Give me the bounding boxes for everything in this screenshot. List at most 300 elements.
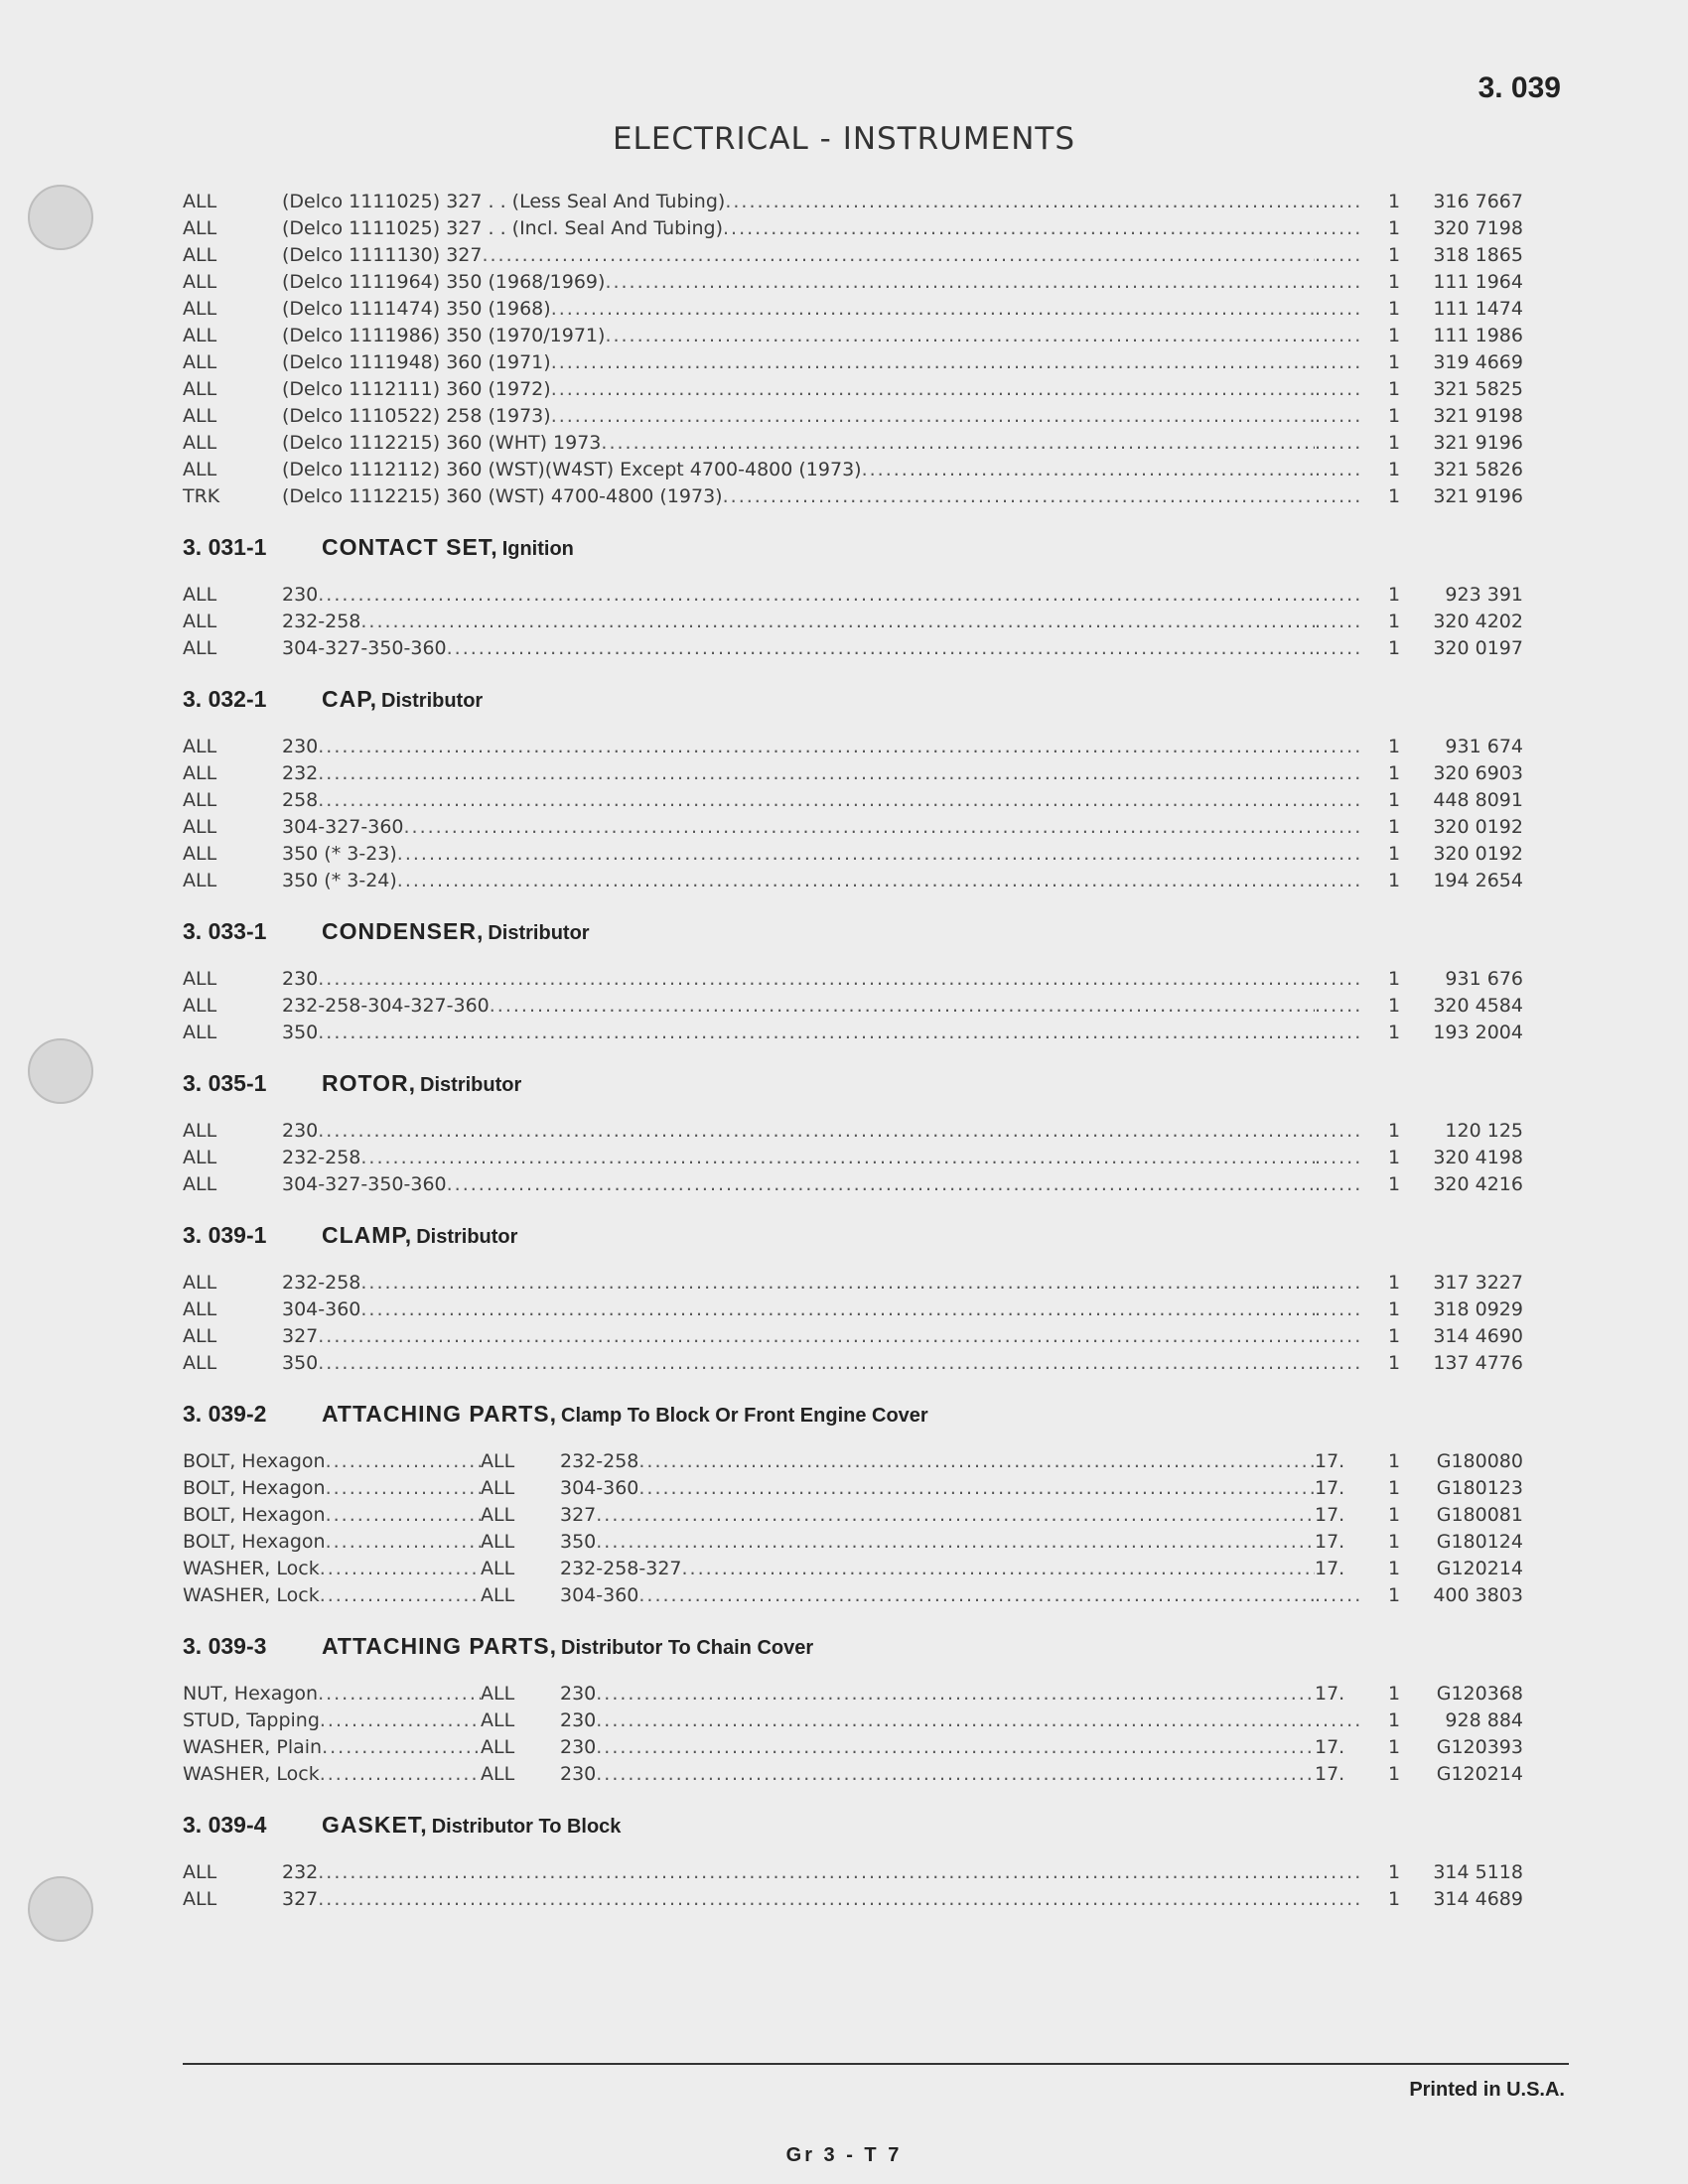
- dot-leader: [551, 298, 1315, 320]
- dot-leader: [605, 271, 1315, 293]
- part-description: [282, 351, 1315, 373]
- model-code: ALL: [183, 1861, 217, 1883]
- quantity: 1: [1387, 1173, 1401, 1195]
- quantity: 1: [1387, 1683, 1401, 1705]
- model-code: ALL: [183, 968, 217, 990]
- section-heading: [183, 1222, 1493, 1252]
- part-row: [183, 191, 1523, 217]
- part-description: [282, 584, 1315, 606]
- dot-leader: [862, 459, 1315, 480]
- dot-leader: [326, 1504, 481, 1526]
- model-code: ALL: [183, 1888, 217, 1910]
- part-number: 193 2004: [1433, 1022, 1523, 1043]
- quantity: 1: [1387, 1352, 1401, 1374]
- quantity: 1: [1387, 405, 1401, 427]
- quantity: 1: [1387, 736, 1401, 757]
- ref-number: [1315, 1173, 1374, 1195]
- part-row: [183, 1861, 1523, 1888]
- section-name: GASKET,: [322, 1812, 428, 1838]
- part-description: [282, 325, 1315, 346]
- dot-leader: [723, 217, 1315, 239]
- part-name: [183, 1504, 481, 1526]
- dot-leader: [320, 1709, 481, 1731]
- part-number: G120214: [1436, 1558, 1523, 1579]
- dot-leader: [320, 1763, 481, 1785]
- part-row: [183, 789, 1523, 816]
- quantity: 1: [1387, 1584, 1401, 1606]
- part-number: G180081: [1436, 1504, 1523, 1526]
- ref-number: [1315, 968, 1374, 990]
- part-number: 320 0192: [1433, 816, 1523, 838]
- part-description: [560, 1450, 1315, 1472]
- part-number: 314 4690: [1433, 1325, 1523, 1347]
- dot-leader: [596, 1736, 1315, 1758]
- ref-number: 17.: [1315, 1683, 1345, 1705]
- part-description: [282, 1147, 1315, 1168]
- ref-number: [1315, 637, 1374, 659]
- part-description: [282, 1861, 1315, 1883]
- ref-number: [1315, 325, 1374, 346]
- model-code: ALL: [183, 1120, 217, 1142]
- part-row: [183, 1477, 1523, 1504]
- part-description: [282, 843, 1315, 865]
- model-code: ALL: [183, 405, 217, 427]
- quantity: 1: [1387, 1477, 1401, 1499]
- quantity: 1: [1387, 271, 1401, 293]
- section-heading: [183, 1812, 1493, 1842]
- model-code: ALL: [481, 1736, 515, 1758]
- quantity: 1: [1387, 968, 1401, 990]
- part-row: [183, 351, 1523, 378]
- part-row: [183, 459, 1523, 485]
- dot-leader: [723, 485, 1315, 507]
- dot-leader: [551, 405, 1315, 427]
- quantity: 1: [1387, 1558, 1401, 1579]
- ref-number: 17.: [1315, 1477, 1345, 1499]
- part-description-text: 327: [282, 1325, 319, 1347]
- dot-leader: [318, 736, 1315, 757]
- part-name: [183, 1450, 481, 1472]
- part-description-text: 230: [560, 1683, 597, 1705]
- ref-number: [1315, 191, 1374, 212]
- section-subtitle: Ignition: [501, 538, 574, 560]
- part-number: 320 6903: [1433, 762, 1523, 784]
- section-code: 3. 039-2: [183, 1401, 267, 1427]
- ref-number: [1315, 736, 1374, 757]
- model-code: ALL: [183, 244, 217, 266]
- part-row: [183, 637, 1523, 664]
- part-description: [282, 995, 1315, 1017]
- model-code: TRK: [183, 485, 220, 507]
- section-code: 3. 031-1: [183, 534, 267, 560]
- dot-leader: [318, 1888, 1315, 1910]
- part-row: [183, 432, 1523, 459]
- section-code: 3. 032-1: [183, 686, 267, 712]
- quantity: 1: [1387, 1120, 1401, 1142]
- part-description: [282, 217, 1315, 239]
- part-description-text: 327: [560, 1504, 597, 1526]
- model-code: ALL: [481, 1450, 515, 1472]
- part-row: [183, 995, 1523, 1022]
- section-subtitle: Clamp To Block Or Front Engine Cover: [561, 1405, 928, 1427]
- part-name: [183, 1531, 481, 1553]
- dot-leader: [638, 1477, 1315, 1499]
- quantity: 1: [1387, 217, 1401, 239]
- part-description: [282, 244, 1315, 266]
- part-number: 320 4198: [1433, 1147, 1523, 1168]
- part-name-text: BOLT, Hexagon: [183, 1450, 326, 1472]
- dot-leader: [404, 816, 1315, 838]
- quantity: 1: [1387, 191, 1401, 212]
- ref-number: [1315, 378, 1374, 400]
- ref-number: [1315, 217, 1374, 239]
- ref-number: 17.: [1315, 1736, 1345, 1758]
- part-name: [183, 1558, 481, 1579]
- model-code: ALL: [183, 432, 217, 454]
- ref-number: [1315, 1352, 1374, 1374]
- model-code: ALL: [183, 843, 217, 865]
- printed-in-label: Printed in U.S.A.: [1409, 2079, 1565, 2101]
- part-description: [282, 1888, 1315, 1910]
- part-name-text: WASHER, Lock: [183, 1763, 320, 1785]
- section-heading: [183, 1070, 1493, 1100]
- part-name-text: BOLT, Hexagon: [183, 1477, 326, 1499]
- part-row: [183, 1272, 1523, 1298]
- dot-leader: [360, 1147, 1315, 1168]
- dot-leader: [490, 995, 1315, 1017]
- part-description-text: 230: [560, 1709, 597, 1731]
- part-row: [183, 736, 1523, 762]
- part-description: [282, 1352, 1315, 1374]
- dot-leader: [360, 1298, 1315, 1320]
- model-code: ALL: [183, 1022, 217, 1043]
- part-number: 923 391: [1445, 584, 1523, 606]
- quantity: 1: [1387, 637, 1401, 659]
- dot-leader: [601, 432, 1315, 454]
- ref-number: [1315, 351, 1374, 373]
- part-row: [183, 298, 1523, 325]
- part-number: 317 3227: [1433, 1272, 1523, 1294]
- ref-number: [1315, 1325, 1374, 1347]
- part-row: [183, 1504, 1523, 1531]
- ref-number: [1315, 244, 1374, 266]
- part-description-text: 232-258: [560, 1450, 639, 1472]
- model-code: ALL: [183, 298, 217, 320]
- part-description-text: 304-327-350-360: [282, 637, 447, 659]
- parts-list: [183, 191, 1523, 1915]
- quantity: 1: [1387, 1325, 1401, 1347]
- ref-number: [1315, 1709, 1374, 1731]
- part-description: [282, 870, 1315, 891]
- part-row: [183, 1173, 1523, 1200]
- part-name: [183, 1763, 481, 1785]
- part-description-text: 232-258: [282, 1272, 361, 1294]
- dot-leader: [551, 351, 1315, 373]
- ref-number: [1315, 271, 1374, 293]
- part-number: 137 4776: [1433, 1352, 1523, 1374]
- part-description-text: (Delco 1111948) 360 (1971): [282, 351, 551, 373]
- dot-leader: [447, 1173, 1315, 1195]
- page-title: ELECTRICAL - INSTRUMENTS: [612, 121, 1076, 157]
- section-subtitle: Distributor To Chain Cover: [561, 1637, 814, 1659]
- ref-number: [1315, 762, 1374, 784]
- part-number: 400 3803: [1433, 1584, 1523, 1606]
- part-name-text: WASHER, Lock: [183, 1584, 320, 1606]
- model-code: ALL: [481, 1763, 515, 1785]
- model-code: ALL: [183, 325, 217, 346]
- part-row: [183, 1325, 1523, 1352]
- section-code: 3. 039-4: [183, 1812, 267, 1838]
- footer-divider: [183, 2063, 1569, 2065]
- ref-number: [1315, 1888, 1374, 1910]
- part-description: [560, 1709, 1315, 1731]
- dot-leader: [318, 1325, 1315, 1347]
- part-row: [183, 217, 1523, 244]
- section-name: ROTOR,: [322, 1070, 417, 1096]
- quantity: 1: [1387, 351, 1401, 373]
- quantity: 1: [1387, 1298, 1401, 1320]
- part-number: 320 0197: [1433, 637, 1523, 659]
- part-description-text: 327: [282, 1888, 319, 1910]
- quantity: 1: [1387, 584, 1401, 606]
- part-description: [282, 459, 1315, 480]
- dot-leader: [682, 1558, 1315, 1579]
- dot-leader: [596, 1763, 1315, 1785]
- model-code: ALL: [183, 762, 217, 784]
- model-code: ALL: [183, 736, 217, 757]
- dot-leader: [318, 789, 1315, 811]
- part-description-text: (Delco 1112112) 360 (WST)(W4ST) Except 4700-4800 (1973): [282, 459, 862, 480]
- part-row: [183, 1736, 1523, 1763]
- part-description-text: (Delco 1111130) 327: [282, 244, 483, 266]
- dot-leader: [318, 1120, 1315, 1142]
- model-code: ALL: [183, 995, 217, 1017]
- part-description: [282, 1325, 1315, 1347]
- ref-number: 17.: [1315, 1558, 1345, 1579]
- part-description-text: (Delco 1111025) 327 . . (Incl. Seal And Tubing): [282, 217, 723, 239]
- part-number: G120393: [1436, 1736, 1523, 1758]
- part-description-text: 232: [282, 762, 319, 784]
- part-number: 321 5826: [1433, 459, 1523, 480]
- part-description: [560, 1683, 1315, 1705]
- dot-leader: [320, 1584, 481, 1606]
- dot-leader: [326, 1531, 481, 1553]
- part-row: [183, 244, 1523, 271]
- section-heading: [183, 1401, 1493, 1431]
- binder-hole: [28, 185, 93, 250]
- ref-number: [1315, 995, 1374, 1017]
- part-description-text: 232-258: [282, 1147, 361, 1168]
- dot-leader: [596, 1531, 1315, 1553]
- part-description: [282, 191, 1315, 212]
- dot-leader: [596, 1683, 1315, 1705]
- quantity: 1: [1387, 244, 1401, 266]
- model-code: ALL: [481, 1504, 515, 1526]
- part-name-text: BOLT, Hexagon: [183, 1504, 326, 1526]
- part-description-text: (Delco 1112215) 360 (WST) 4700-4800 (1973): [282, 485, 723, 507]
- ref-number: [1315, 1584, 1374, 1606]
- model-code: ALL: [183, 1298, 217, 1320]
- part-number: G120368: [1436, 1683, 1523, 1705]
- part-name-text: STUD, Tapping: [183, 1709, 320, 1731]
- part-number: G180123: [1436, 1477, 1523, 1499]
- section-subtitle: Distributor: [488, 922, 590, 944]
- part-description: [282, 298, 1315, 320]
- part-description-text: (Delco 1112215) 360 (WHT) 1973: [282, 432, 602, 454]
- part-description-text: 230: [282, 1120, 319, 1142]
- part-description-text: 230: [282, 736, 319, 757]
- ref-number: [1315, 584, 1374, 606]
- part-name-text: BOLT, Hexagon: [183, 1531, 326, 1553]
- part-number: 194 2654: [1433, 870, 1523, 891]
- ref-number: [1315, 298, 1374, 320]
- part-number: 928 884: [1445, 1709, 1523, 1731]
- part-name-text: WASHER, Lock: [183, 1558, 320, 1579]
- part-number: G180124: [1436, 1531, 1523, 1553]
- part-description: [282, 432, 1315, 454]
- model-code: ALL: [183, 459, 217, 480]
- dot-leader: [596, 1504, 1315, 1526]
- quantity: 1: [1387, 611, 1401, 632]
- part-description-text: 304-327-360: [282, 816, 404, 838]
- section-heading: [183, 1633, 1493, 1663]
- dot-leader: [482, 244, 1315, 266]
- part-description: [282, 1022, 1315, 1043]
- dot-leader: [318, 968, 1315, 990]
- binder-hole: [28, 1038, 93, 1104]
- part-description-text: 350 (* 3-23): [282, 843, 397, 865]
- part-description: [560, 1763, 1315, 1785]
- ref-number: [1315, 870, 1374, 891]
- part-description-text: 230: [282, 584, 319, 606]
- part-description: [282, 968, 1315, 990]
- ref-number: [1315, 405, 1374, 427]
- dot-leader: [320, 1558, 481, 1579]
- part-row: [183, 584, 1523, 611]
- model-code: ALL: [183, 584, 217, 606]
- part-row: [183, 271, 1523, 298]
- ref-number: [1315, 611, 1374, 632]
- quantity: 1: [1387, 1504, 1401, 1526]
- part-description-text: 304-360: [560, 1584, 639, 1606]
- quantity: 1: [1387, 485, 1401, 507]
- ref-number: [1315, 1272, 1374, 1294]
- part-name: [183, 1736, 481, 1758]
- part-row: [183, 1120, 1523, 1147]
- quantity: 1: [1387, 1272, 1401, 1294]
- quantity: 1: [1387, 995, 1401, 1017]
- dot-leader: [318, 1861, 1315, 1883]
- quantity: 1: [1387, 762, 1401, 784]
- model-code: ALL: [183, 611, 217, 632]
- model-code: ALL: [183, 217, 217, 239]
- part-row: [183, 870, 1523, 896]
- model-code: ALL: [481, 1477, 515, 1499]
- quantity: 1: [1387, 1861, 1401, 1883]
- quantity: 1: [1387, 1531, 1401, 1553]
- part-description: [282, 1298, 1315, 1320]
- quantity: 1: [1387, 298, 1401, 320]
- part-row: [183, 1352, 1523, 1379]
- model-code: ALL: [481, 1683, 515, 1705]
- dot-leader: [318, 1683, 481, 1705]
- part-description: [560, 1736, 1315, 1758]
- model-code: ALL: [183, 378, 217, 400]
- part-description: [282, 816, 1315, 838]
- part-number: 319 4669: [1433, 351, 1523, 373]
- part-description: [282, 485, 1315, 507]
- section-code: 3. 035-1: [183, 1070, 267, 1096]
- dot-leader: [360, 611, 1315, 632]
- part-row: [183, 611, 1523, 637]
- part-row: [183, 1298, 1523, 1325]
- part-number: 320 7198: [1433, 217, 1523, 239]
- part-description-text: (Delco 1111025) 327 . . (Less Seal And Tubing): [282, 191, 726, 212]
- section-heading: [183, 534, 1493, 564]
- section-heading: [183, 918, 1493, 948]
- quantity: 1: [1387, 325, 1401, 346]
- dot-leader: [725, 191, 1315, 212]
- part-name-text: NUT, Hexagon: [183, 1683, 319, 1705]
- part-description: [560, 1504, 1315, 1526]
- ref-number: 17.: [1315, 1531, 1345, 1553]
- section-name: CONTACT SET,: [322, 534, 498, 560]
- quantity: 1: [1387, 432, 1401, 454]
- part-row: [183, 1450, 1523, 1477]
- part-description: [560, 1584, 1315, 1606]
- part-number: 316 7667: [1433, 191, 1523, 212]
- part-name: [183, 1709, 481, 1731]
- part-number: 931 676: [1445, 968, 1523, 990]
- ref-number: [1315, 1861, 1374, 1883]
- section-name: CONDENSER,: [322, 918, 485, 944]
- part-row: [183, 1888, 1523, 1915]
- part-description-text: 350: [282, 1352, 319, 1374]
- part-number: 314 4689: [1433, 1888, 1523, 1910]
- part-description-text: (Delco 1111964) 350 (1968/1969): [282, 271, 606, 293]
- part-number: 321 9196: [1433, 485, 1523, 507]
- part-description: [282, 405, 1315, 427]
- part-description: [560, 1531, 1315, 1553]
- part-description: [282, 1173, 1315, 1195]
- part-row: [183, 762, 1523, 789]
- part-row: [183, 378, 1523, 405]
- model-code: ALL: [183, 1173, 217, 1195]
- part-number: 448 8091: [1433, 789, 1523, 811]
- part-row: [183, 816, 1523, 843]
- binder-hole: [28, 1876, 93, 1942]
- page-code: Gr 3 - T 7: [785, 2144, 903, 2166]
- model-code: ALL: [183, 1325, 217, 1347]
- model-code: ALL: [183, 1352, 217, 1374]
- part-description: [282, 378, 1315, 400]
- part-description-text: 232-258-327: [560, 1558, 682, 1579]
- part-row: [183, 843, 1523, 870]
- part-number: G180080: [1436, 1450, 1523, 1472]
- ref-number: [1315, 816, 1374, 838]
- quantity: 1: [1387, 1888, 1401, 1910]
- part-description-text: (Delco 1112111) 360 (1972): [282, 378, 551, 400]
- ref-number: 17.: [1315, 1504, 1345, 1526]
- part-description-text: 258: [282, 789, 319, 811]
- part-number: 321 9198: [1433, 405, 1523, 427]
- model-code: ALL: [183, 191, 217, 212]
- part-number: 320 0192: [1433, 843, 1523, 865]
- part-description-text: (Delco 1111986) 350 (1970/1971): [282, 325, 606, 346]
- part-number: 320 4216: [1433, 1173, 1523, 1195]
- part-description: [282, 637, 1315, 659]
- part-description-text: 232: [282, 1861, 319, 1883]
